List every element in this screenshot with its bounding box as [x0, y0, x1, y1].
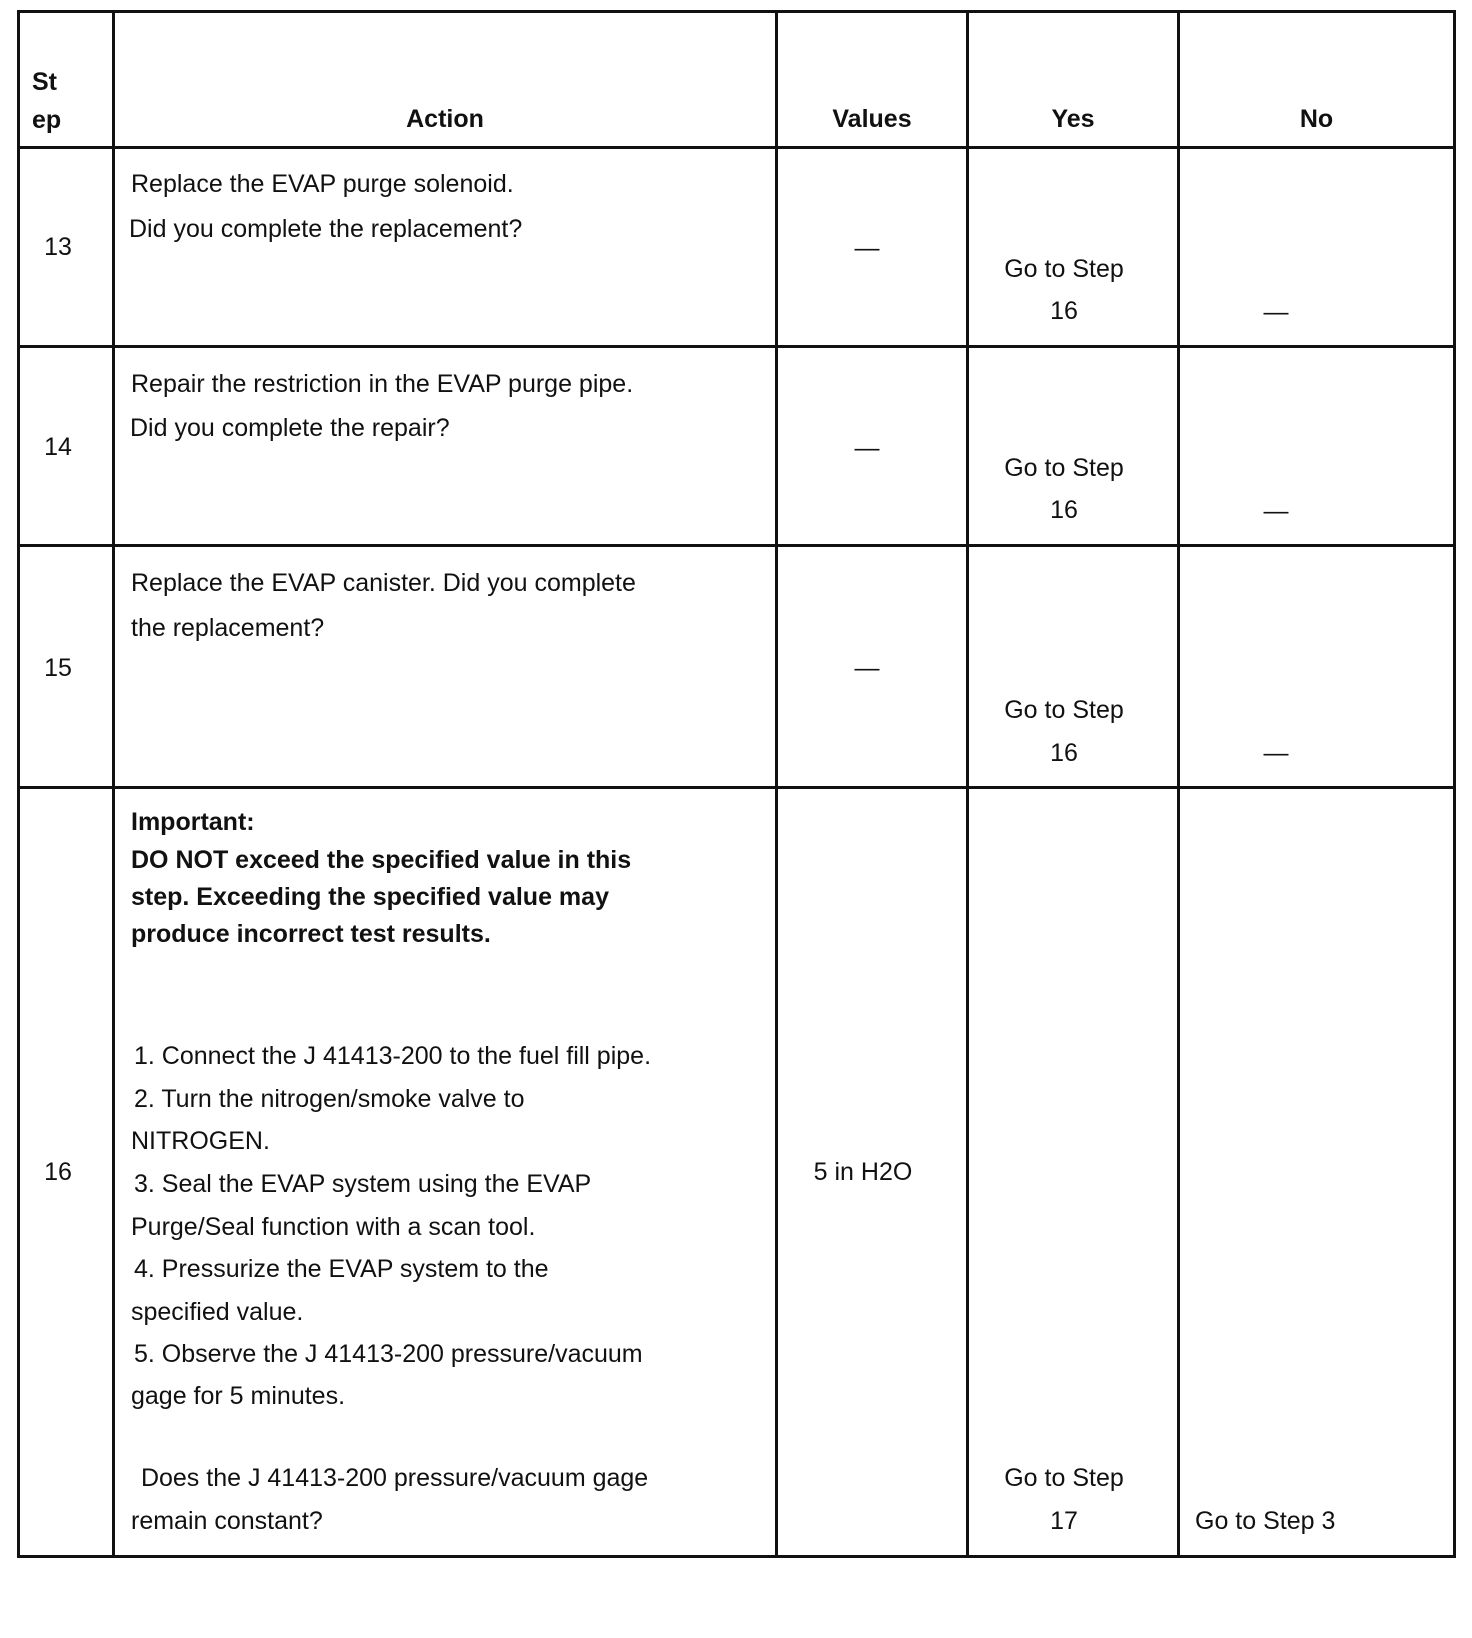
instruction-line: Purge/Seal function with a scan tool.: [131, 1213, 536, 1241]
instruction-line: 3. Seal the EVAP system using the EVAP: [134, 1170, 592, 1198]
important-text: step. Exceeding the specified value may: [131, 883, 609, 911]
header-values: Values: [832, 105, 912, 133]
step-number: 16: [44, 1158, 72, 1186]
important-text: produce incorrect test results.: [131, 920, 491, 948]
action-text: Replace the EVAP purge solenoid.: [131, 170, 514, 198]
header-step-line-2: ep: [32, 106, 62, 134]
row-divider: [17, 345, 1456, 348]
instruction-line: 5. Observe the J 41413-200 pressure/vacuum: [134, 1340, 643, 1368]
action-question: Did you complete the replacement?: [129, 215, 523, 243]
column-divider: [1177, 10, 1180, 1558]
yes-cell-line-1: Go to Step: [1004, 1464, 1124, 1492]
action-question: remain constant?: [131, 1507, 323, 1535]
column-divider: [966, 10, 969, 1558]
no-cell: —: [1263, 739, 1289, 767]
action-question: Does the J 41413-200 pressure/vacuum gage: [134, 1464, 649, 1492]
header-action: Action: [406, 105, 484, 133]
step-number: 13: [44, 233, 72, 261]
yes-cell-line-2: 16: [1050, 739, 1078, 767]
yes-cell-line-2: 16: [1050, 496, 1078, 524]
instruction-line: 1. Connect the J 41413-200 to the fuel fill pipe.: [134, 1042, 652, 1070]
yes-cell-line-2: 16: [1050, 297, 1078, 325]
table-border-bottom: [17, 1555, 1456, 1558]
yes-cell-line-1: Go to Step: [1004, 255, 1124, 283]
action-text: the replacement?: [131, 614, 325, 642]
no-cell: —: [1263, 298, 1289, 326]
value-cell: —: [854, 654, 880, 682]
column-divider: [112, 10, 115, 1558]
header-divider: [17, 146, 1456, 149]
value-cell: —: [854, 234, 880, 262]
important-heading: Important:: [131, 808, 255, 836]
value-cell: —: [854, 434, 880, 462]
no-cell: —: [1263, 497, 1289, 525]
value-cell: 5 in H2O: [813, 1158, 913, 1186]
header-yes: Yes: [1051, 105, 1095, 133]
header-no: No: [1299, 105, 1334, 133]
action-text: Repair the restriction in the EVAP purge pipe.: [131, 370, 634, 398]
no-cell: Go to Step 3: [1195, 1507, 1336, 1535]
important-text: DO NOT exceed the specified value in this: [131, 846, 632, 874]
yes-cell-line-1: Go to Step: [1004, 454, 1124, 482]
step-number: 15: [44, 654, 72, 682]
row-divider: [17, 544, 1456, 547]
instruction-line: specified value.: [131, 1298, 304, 1326]
instruction-line: NITROGEN.: [131, 1127, 270, 1155]
table-border-top: [17, 10, 1456, 13]
table-border-right: [1453, 10, 1456, 1558]
action-text: Replace the EVAP canister. Did you complete: [131, 569, 636, 597]
header-step-line-1: St: [32, 68, 57, 96]
row-divider: [17, 786, 1456, 789]
instruction-line: 4. Pressurize the EVAP system to the: [134, 1255, 549, 1283]
instruction-line: 2. Turn the nitrogen/smoke valve to: [134, 1085, 525, 1113]
instruction-line: gage for 5 minutes.: [131, 1382, 346, 1410]
yes-cell-line-1: Go to Step: [1004, 696, 1124, 724]
yes-cell-line-2: 17: [1050, 1507, 1078, 1535]
step-number: 14: [44, 433, 72, 461]
action-question: Did you complete the repair?: [130, 414, 450, 442]
